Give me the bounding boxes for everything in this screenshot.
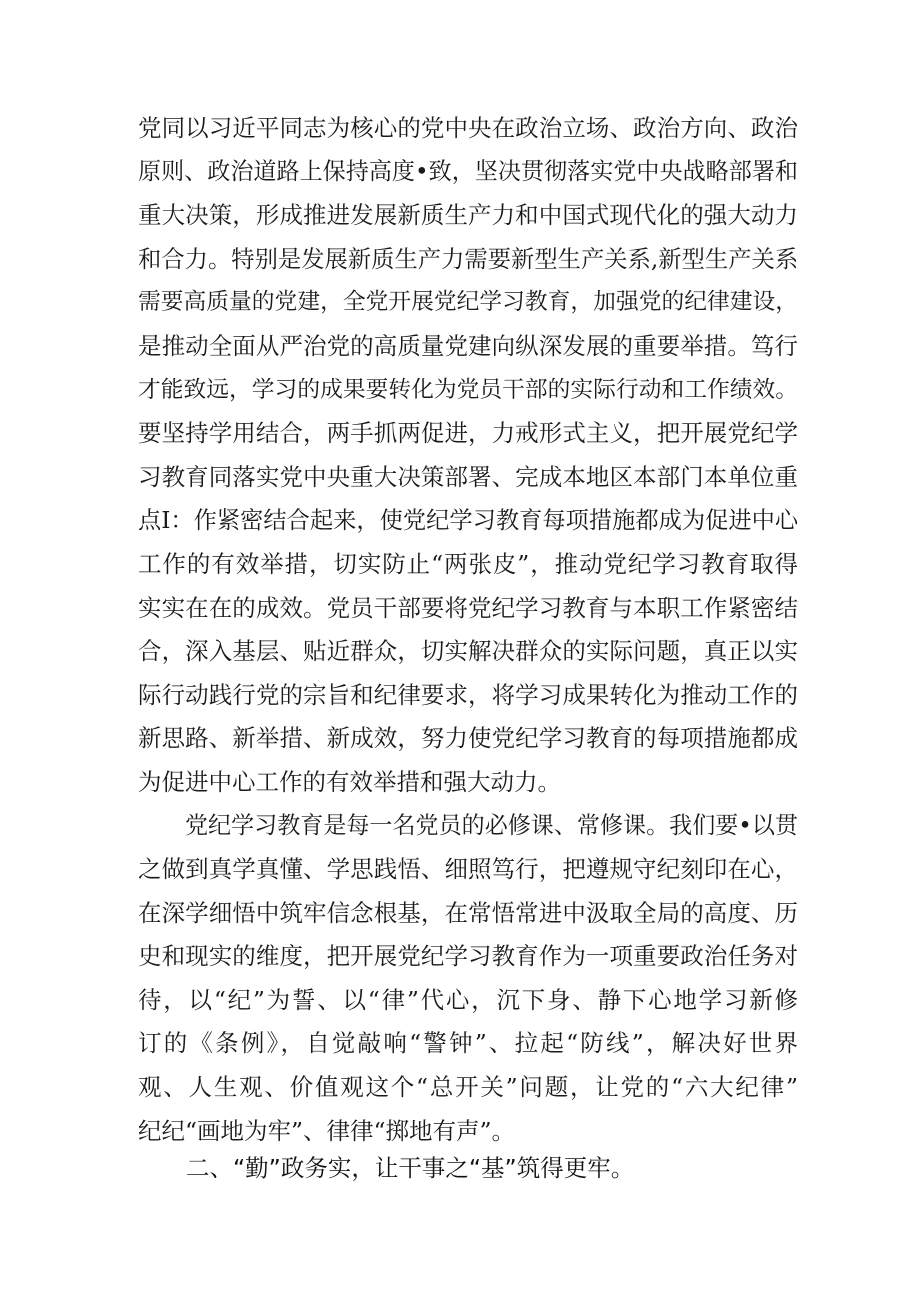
text-line: 际行动践行党的宗旨和纪律要求，将学习成果转化为推动工作的 (138, 680, 798, 709)
section-heading: 二、“勤”政务实，让干事之“基”筑得更牢。 (186, 1154, 635, 1182)
document-body (138, 107, 798, 1153)
text-line: 点I：作紧密结合起来，使党纪学习教育每项措施都成为促进中心 (138, 507, 799, 535)
text-line: 史和现实的维度，把开展党纪学习教育作为一项重要政治任务对 (138, 942, 798, 971)
text-line: 原则、政治道路上保持高度•致，坚决贯彻落实党中央战略部署和 (138, 158, 798, 185)
text-line: 在深学细悟中筑牢信念根基，在常悟常进中汲取全局的高度、历 (138, 898, 798, 927)
text-line: 习教育同落实党中央重大决策部署、完成本地区本部门本单位重 (138, 462, 798, 491)
text-line: 订的《条例》，自觉敲响“警钟”、拉起“防线”，解决好世界 (138, 1029, 798, 1058)
text-line: 观、人生观、价值观这个“总开关”问题，让党的“六大纪律” (138, 1073, 798, 1102)
text-line: 和合力。特别是发展新质生产力需要新型生产关系,新型生产关系 (138, 245, 799, 273)
text-line: 才能致远，学习的成果要转化为党员干部的实际行动和工作绩效。 (138, 376, 798, 403)
text-line: 是推动全面从严治党的高质量党建向纵深发展的重要举措。笃行 (138, 331, 798, 360)
text-line: 党同以习近平同志为核心的党中央在政治立场、政治方向、政治 (138, 114, 798, 142)
text-line: 工作的有效举措，切实防止“两张皮”，推动党纪学习教育取得 (138, 549, 798, 578)
text-line: 党纪学习教育是每一名党员的必修课、常修课。我们要•以贯 (185, 812, 798, 839)
text-line: 之做到真学真懂、学思践悟、细照笃行，把遵规守纪刻印在心， (138, 855, 798, 884)
text-line: 重大决策，形成推进发展新质生产力和中国式现代化的强大动力 (138, 201, 798, 230)
text-line: 新思路、新举措、新成效，努力使党纪学习教育的每项措施都成 (138, 724, 798, 753)
paragraph-1 (138, 107, 798, 805)
text-line: 要坚持学用结合，两手抓两促进，力戒形式主义，把开展党纪学 (138, 419, 798, 448)
text-line: 待，以“纪”为誓、以“律”代心，沉下身、静下心地学习新修 (138, 985, 798, 1014)
paragraph-2 (138, 805, 798, 1154)
text-line: 实实在在的成效。党员干部要将党纪学习教育与本职工作紧密结 (138, 593, 798, 622)
text-line: 需要高质量的党建，全党开展党纪学习教育，加强党的纪律建设， (138, 289, 798, 316)
text-line: 纪纪“画地为牢”、律律“掷地有声”。 (138, 1116, 516, 1145)
text-line: 为促进中心工作的有效举措和强大动力。 (138, 767, 561, 796)
text-line: 合，深入基层、贴近群众，切实解决群众的实际问题，真正以实 (138, 637, 798, 666)
